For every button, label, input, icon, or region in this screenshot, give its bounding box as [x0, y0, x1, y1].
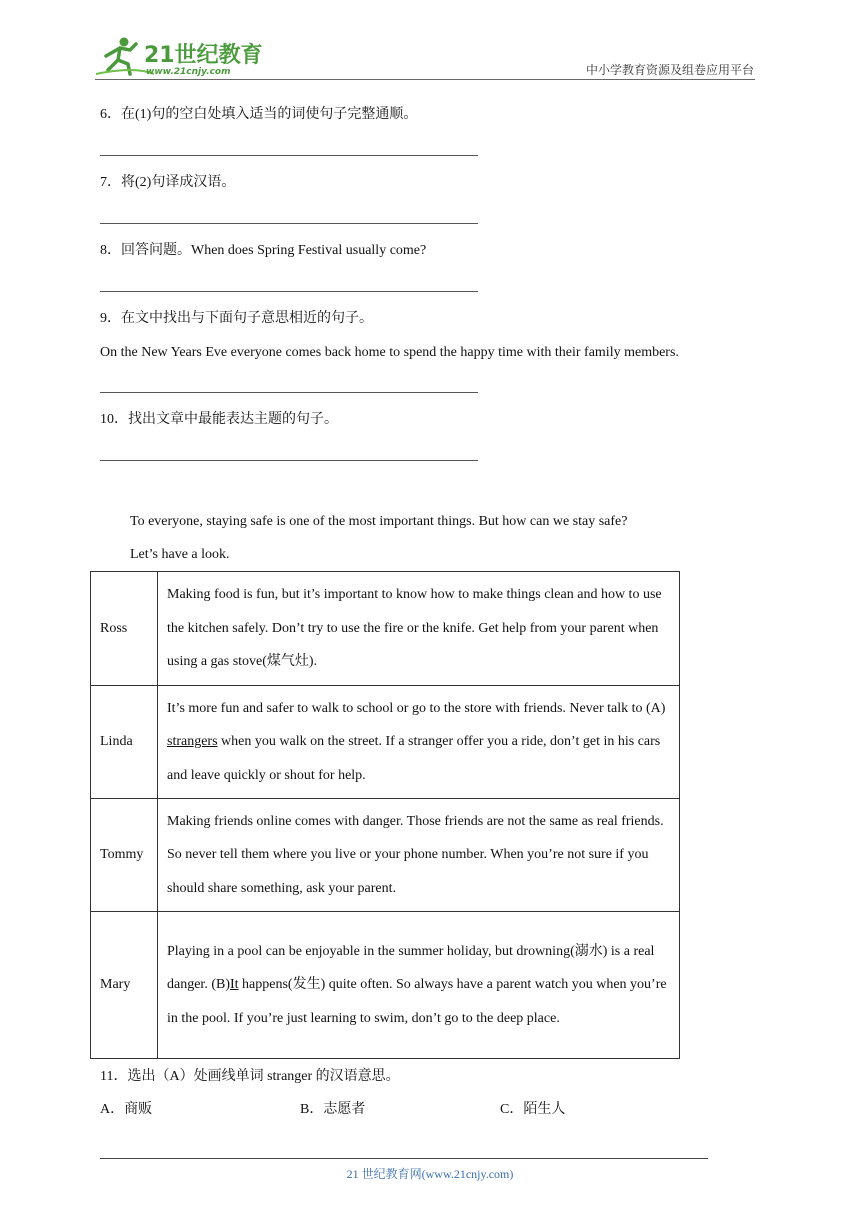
tip-text-part: when you walk on the street. If a stranger offer you a ride, don’t get in his cars and leave quickly or shout for help. [167, 734, 661, 783]
header-divider [95, 79, 755, 80]
tip-text: Making food is fun, but it’s important to know how to make things clean and how to use the kitchen safely. Don’t try to use the fire or the knife. Get help from your parent when using a gas stove(煤气灶). [158, 572, 680, 686]
answer-line-7[interactable] [100, 223, 478, 224]
site-logo [94, 34, 264, 78]
question-9-sentence: On the New Years Eve everyone comes back home to spend the happy time with their family members. [100, 345, 679, 360]
question-7: 7．将(2)句译成汉语。 [100, 175, 236, 190]
question-6: 6．在(1)句的空白处填入适当的词使句子完整通顺。 [100, 107, 418, 122]
logo-text: 21世纪教育 [144, 43, 263, 68]
person-name: Linda [91, 686, 158, 799]
tip-text-part: It’s more fun and safer to walk to school or go to the store with friends. Never talk to (A) [167, 700, 666, 716]
table-row [91, 572, 680, 686]
passage-intro-line1: To everyone, staying safe is one of the most important things. But how can we stay safe? [130, 514, 628, 529]
footer-divider [100, 1158, 708, 1159]
tip-text-part: Playing in a pool can be enjoyable in the summer holiday, but drowning(溺水) is a real danger. (B) [167, 943, 655, 993]
table-row [91, 912, 680, 1059]
underlined-word-strangers: strangers [167, 734, 218, 750]
option-a[interactable]: A．商贩 [100, 1102, 153, 1117]
option-b[interactable]: B．志愿者 [300, 1102, 366, 1117]
answer-line-10[interactable] [100, 460, 478, 461]
answer-line-6[interactable] [100, 155, 478, 156]
logo-url: www.21cnjy.com [146, 67, 231, 77]
tip-text [158, 912, 680, 1059]
question-9: 9．在文中找出与下面句子意思相近的句子。 [100, 311, 373, 326]
table-row [91, 686, 680, 799]
header-platform-text: 中小学教育资源及组卷应用平台 [585, 63, 754, 77]
underlined-word-it: It [229, 977, 239, 993]
tip-text-part: happens(发生) quite often. So always have a parent watch you when you’re in the pool. If you’re just learning to swim, don’t go to the deep place. [167, 977, 667, 1026]
question-10: 10．找出文章中最能表达主题的句子。 [100, 412, 338, 427]
tip-text: Making friends online comes with danger. Those friends are not the same as real friends. So never tell them where you live or your phone number. When you’re not sure if you should share something, ask your parent. [158, 799, 680, 912]
person-name: Tommy [91, 799, 158, 912]
tip-text [158, 686, 680, 799]
question-11: 11．选出（A）处画线单词 stranger 的汉语意思。 [100, 1069, 400, 1084]
table-row [91, 799, 680, 912]
safety-tips-table [90, 571, 680, 1059]
footer-link[interactable]: 21 世纪教育网(www.21cnjy.com) [346, 1167, 514, 1181]
option-c[interactable]: C．陌生人 [500, 1102, 566, 1117]
answer-line-9[interactable] [100, 392, 478, 393]
answer-line-8[interactable] [100, 291, 478, 292]
question-8: 8．回答问题。When does Spring Festival usually come? [100, 243, 427, 258]
passage-intro-line2: Let’s have a look. [130, 547, 230, 562]
person-name: Mary [91, 912, 158, 1059]
person-name: Ross [91, 572, 158, 686]
